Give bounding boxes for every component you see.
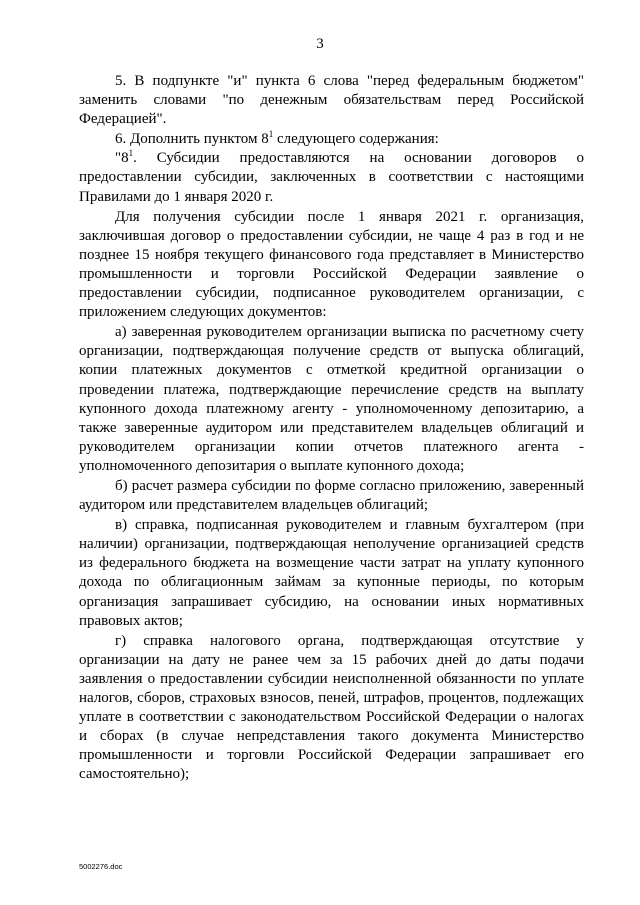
paragraph-receive: Для получения субсидии после 1 января 2021 г. организация, заключившая договор о предоставлении субсидии, не чаще 4 раз в год и не позднее 15 ноября текущего финансового года представляет в Министерство промышленности и торговли Российской Федерации заявление о предоставлении субсидии, подписанное руководителем организации, с приложением следующих документов: bbox=[79, 208, 584, 321]
paragraph-6-tail: следующего содержания: bbox=[273, 131, 439, 148]
list-item-a: а) заверенная руководителем организации выписка по расчетному счету организации, подтверждающая получение средств от выпуска облигаций, копии платежных документов с отметкой кредитной организации о проведении платежа, подтверждающие перечисление средств на выплату купонного дохода платежному агенту - уполномоченному депозитарию, а также заверенные аудитором или представителем владельцев облигаций и руководителем организации копии отчетов платежного агента - уполномоченного депозитария о выплате купонного дохода; bbox=[79, 324, 584, 474]
superscript: 1 bbox=[128, 148, 134, 159]
page-number: 3 bbox=[316, 36, 324, 52]
paragraph-8-1-text: . Субсидии предоставляются на основании договоров о предоставлении субсидии, заключенных в соответствии с настоящими Правилами до 1 января 2020 г. bbox=[79, 150, 584, 205]
footer-file-code: 5002276.doc bbox=[79, 862, 123, 871]
paragraph-8-1-number: "8 bbox=[115, 150, 129, 167]
paragraph-6 bbox=[79, 130, 584, 149]
document-body bbox=[79, 72, 584, 784]
superscript: 1 bbox=[268, 129, 274, 140]
paragraph-8-1 bbox=[79, 149, 584, 206]
list-item-b: б) расчет размера субсидии по форме согласно приложению, заверенный аудитором или представителем владельцев облигаций; bbox=[79, 477, 584, 514]
paragraph-5: 5. В подпункте "и" пункта 6 слова "перед федеральным бюджетом" заменить словами "по денежным обязательствам перед Российской Федерацией". bbox=[79, 73, 584, 128]
list-item-g: г) справка налогового органа, подтверждающая отсутствие у организации на дату не ранее чем за 15 рабочих дней до даты подачи заявления о предоставлении субсидии неисполненной обязанности по уплате налогов, сборов, страховых взносов, пеней, штрафов, процентов, подлежащих уплате в соответствии с законодательством Российской Федерации о налогах и сборах (в случае непредставления такого документа Министерство промышленности и торговли Российской Федерации запрашивает его самостоятельно); bbox=[79, 632, 584, 783]
list-item-v: в) справка, подписанная руководителем и главным бухгалтером (при наличии) организации, подтверждающая неполучение организацией средств из федерального бюджета на возмещение части затрат на уплату купонного дохода по облигационным займам за купонные периоды, по которым организация запрашивает субсидию, на основании иных нормативных правовых актов; bbox=[79, 517, 584, 629]
paragraph-6-text: 6. Дополнить пунктом 8 bbox=[115, 131, 269, 148]
